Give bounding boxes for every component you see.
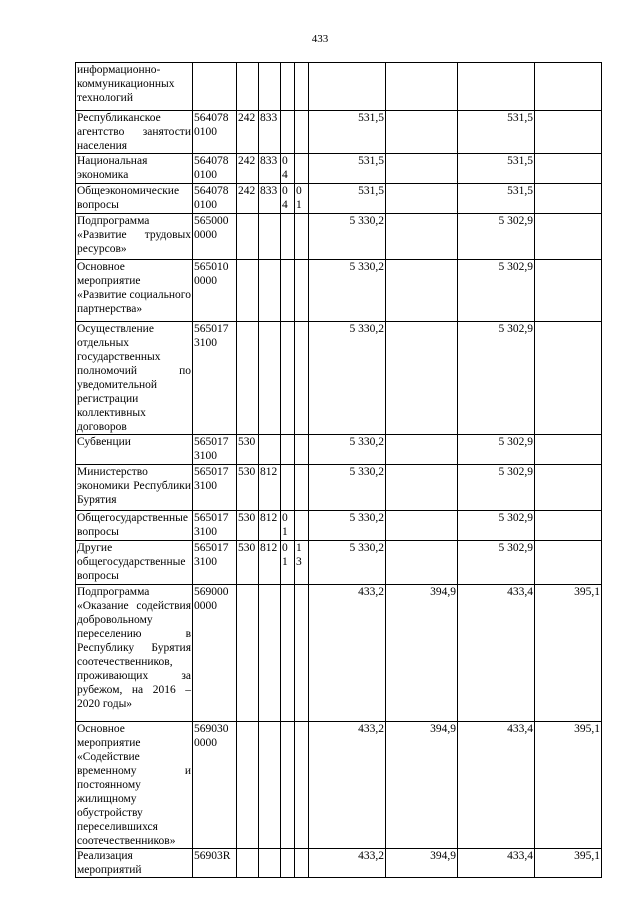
budget-table-body (76, 63, 602, 878)
amount-2018-cell: 5 302,9 (458, 260, 535, 322)
subsection-cell (295, 63, 309, 111)
table-row (76, 722, 602, 849)
expense-type-cell: 242 (237, 111, 259, 154)
subsection-cell (295, 260, 309, 322)
section-cell (281, 722, 295, 849)
target-article-cell: 56903R (193, 849, 237, 878)
section-cell (281, 465, 295, 511)
amount-2018-cell: 433,4 (458, 585, 535, 722)
amount-2017-cell: 5 330,2 (309, 541, 386, 585)
section-cell (281, 585, 295, 722)
budget-table (75, 62, 602, 878)
table-row (76, 111, 602, 154)
subsection-cell (295, 511, 309, 541)
row-name-cell: Республиканское агентство занятости населения (77, 112, 191, 152)
amount-2017-federal-cell: 394,9 (386, 585, 458, 722)
amount-2018-cell: 5 302,9 (458, 322, 535, 435)
amount-2018-federal-cell: 395,1 (535, 722, 602, 849)
amount-2018-cell: 5 302,9 (458, 541, 535, 585)
amount-2018-federal-cell (535, 541, 602, 585)
amount-2017-federal-cell (386, 322, 458, 435)
subsection-cell (295, 154, 309, 184)
subsection-cell (295, 849, 309, 878)
amount-2017-cell: 5 330,2 (309, 322, 386, 435)
expense-type-cell (237, 722, 259, 849)
ministry-code-cell (259, 585, 281, 722)
amount-2017-federal-cell (386, 214, 458, 260)
amount-2017-federal-cell (386, 260, 458, 322)
table-row (76, 435, 602, 465)
amount-2018-cell: 531,5 (458, 184, 535, 214)
row-name-cell: Другие общегосударственные вопросы (76, 541, 193, 585)
amount-2017-cell: 5 330,2 (309, 214, 386, 260)
subsection-cell (295, 435, 309, 465)
ministry-code-cell: 833 (259, 154, 281, 184)
target-article-cell: 565017 3100 (193, 465, 237, 511)
subsection-cell (295, 111, 309, 154)
row-name-cell: Основное мероприятие «Содействие временному и постоянному жилищному обустройству переселившихся соотечественников» (77, 723, 191, 847)
expense-type-cell: 530 (237, 465, 259, 511)
ministry-code-cell: 833 (259, 111, 281, 154)
amount-2018-cell: 531,5 (458, 111, 535, 154)
target-article-cell: 565017 3100 (193, 511, 237, 541)
amount-2018-cell: 5 302,9 (458, 435, 535, 465)
amount-2018-federal-cell (535, 435, 602, 465)
amount-2017-cell: 5 330,2 (309, 511, 386, 541)
expense-type-cell: 242 (237, 184, 259, 214)
expense-type-cell: 530 (237, 511, 259, 541)
subsection-cell (295, 585, 309, 722)
section-cell: 01 (281, 511, 295, 541)
expense-type-cell (237, 849, 259, 878)
amount-2017-cell: 5 330,2 (309, 260, 386, 322)
subsection-cell (295, 322, 309, 435)
row-name-cell: Субвенции (76, 435, 193, 465)
amount-2017-federal-cell (386, 111, 458, 154)
expense-type-cell (237, 214, 259, 260)
amount-2018-cell: 433,4 (458, 722, 535, 849)
amount-2018-federal-cell (535, 154, 602, 184)
row-name-cell: Общеэкономические вопросы (76, 184, 193, 214)
amount-2017-federal-cell (386, 511, 458, 541)
ministry-code-cell: 833 (259, 184, 281, 214)
table-row (76, 511, 602, 541)
amount-2018-cell: 5 302,9 (458, 214, 535, 260)
amount-2018-cell: 433,4 (458, 849, 535, 878)
expense-type-cell: 530 (237, 541, 259, 585)
amount-2017-federal-cell (386, 541, 458, 585)
target-article-cell: 564078 0100 (193, 154, 237, 184)
amount-2017-federal-cell: 394,9 (386, 722, 458, 849)
ministry-code-cell (259, 214, 281, 260)
amount-2018-cell: 5 302,9 (458, 465, 535, 511)
ministry-code-cell (259, 722, 281, 849)
row-name-cell: Осуществление отдельных государственных полномочий по уведомительной регистрации коллективных договоров (77, 323, 191, 433)
ministry-code-cell (259, 435, 281, 465)
row-name-cell: Основное мероприятие «Развитие социального партнерства» (76, 260, 193, 322)
amount-2017-cell: 5 330,2 (309, 435, 386, 465)
row-name-cell: информационно-коммуникационных технологий (76, 63, 193, 111)
ministry-code-cell: 812 (259, 541, 281, 585)
amount-2017-cell: 433,2 (309, 722, 386, 849)
section-cell (281, 214, 295, 260)
table-row (76, 541, 602, 585)
table-row (76, 585, 602, 722)
table-row (76, 214, 602, 260)
section-cell (281, 322, 295, 435)
target-article-cell: 564078 0100 (193, 184, 237, 214)
amount-2018-cell: 531,5 (458, 154, 535, 184)
amount-2017-federal-cell: 394,9 (386, 849, 458, 878)
target-article-cell: 565017 3100 (193, 541, 237, 585)
subsection-cell: 13 (295, 541, 309, 585)
amount-2017-cell: 5 330,2 (309, 465, 386, 511)
amount-2018-federal-cell (535, 111, 602, 154)
row-name-cell: Министерство экономики Республики Бурятия (76, 465, 193, 511)
table-row (76, 849, 602, 878)
expense-type-cell (237, 585, 259, 722)
section-cell: 04 (281, 184, 295, 214)
amount-2017-federal-cell (386, 465, 458, 511)
amount-2018-cell: 5 302,9 (458, 511, 535, 541)
ministry-code-cell (259, 260, 281, 322)
table-row (76, 63, 602, 111)
target-article-cell: 564078 0100 (193, 111, 237, 154)
row-name-cell: Подпрограмма «Развитие трудовых ресурсов» (76, 214, 193, 260)
section-cell: 04 (281, 154, 295, 184)
amount-2017-federal-cell (386, 63, 458, 111)
amount-2018-federal-cell (535, 184, 602, 214)
target-article-cell: 569000 0000 (193, 585, 237, 722)
page-number: 433 (311, 33, 329, 45)
amount-2017-cell: 433,2 (309, 849, 386, 878)
expense-type-cell (237, 260, 259, 322)
table-row (76, 260, 602, 322)
amount-2018-federal-cell (535, 63, 602, 111)
expense-type-cell: 530 (237, 435, 259, 465)
ministry-code-cell: 812 (259, 511, 281, 541)
section-cell (281, 260, 295, 322)
row-name-cell: Национальная экономика (76, 154, 193, 184)
section-cell (281, 111, 295, 154)
amount-2017-cell: 531,5 (309, 154, 386, 184)
expense-type-cell (237, 63, 259, 111)
subsection-cell (295, 465, 309, 511)
amount-2018-federal-cell (535, 260, 602, 322)
row-name-cell: Подпрограмма «Оказание содействия добровольному переселению в Республику Бурятия соотечественников, проживающих за рубежом, на 2016 – 2020 годы» (76, 585, 193, 722)
amount-2017-cell: 433,2 (309, 585, 386, 722)
amount-2018-federal-cell (535, 465, 602, 511)
section-cell: 01 (281, 541, 295, 585)
subsection-cell (295, 214, 309, 260)
section-cell (281, 63, 295, 111)
amount-2018-federal-cell: 395,1 (535, 849, 602, 878)
ministry-code-cell (259, 322, 281, 435)
amount-2017-cell: 531,5 (309, 111, 386, 154)
amount-2017-cell: 531,5 (309, 184, 386, 214)
amount-2018-federal-cell (535, 511, 602, 541)
amount-2018-federal-cell (535, 322, 602, 435)
expense-type-cell: 242 (237, 154, 259, 184)
subsection-cell: 01 (295, 184, 309, 214)
row-name-cell: Реализация мероприятий (76, 849, 193, 878)
ministry-code-cell (259, 849, 281, 878)
section-cell (281, 435, 295, 465)
expense-type-cell (237, 322, 259, 435)
target-article-cell: 565017 3100 (193, 435, 237, 465)
table-row (76, 322, 602, 435)
target-article-cell: 565010 0000 (193, 260, 237, 322)
amount-2017-federal-cell (386, 435, 458, 465)
amount-2018-federal-cell (535, 214, 602, 260)
table-row (76, 154, 602, 184)
target-article-cell: 565000 0000 (193, 214, 237, 260)
amount-2017-cell (309, 63, 386, 111)
table-row (76, 465, 602, 511)
amount-2018-cell (458, 63, 535, 111)
amount-2017-federal-cell (386, 184, 458, 214)
amount-2017-federal-cell (386, 154, 458, 184)
target-article-cell: 569030 0000 (193, 722, 237, 849)
ministry-code-cell: 812 (259, 465, 281, 511)
amount-2018-federal-cell: 395,1 (535, 585, 602, 722)
ministry-code-cell (259, 63, 281, 111)
target-article-cell (193, 63, 237, 111)
target-article-cell: 565017 3100 (193, 322, 237, 435)
row-name-cell: Общегосударственные вопросы (76, 511, 193, 541)
table-row (76, 184, 602, 214)
section-cell (281, 849, 295, 878)
subsection-cell (295, 722, 309, 849)
